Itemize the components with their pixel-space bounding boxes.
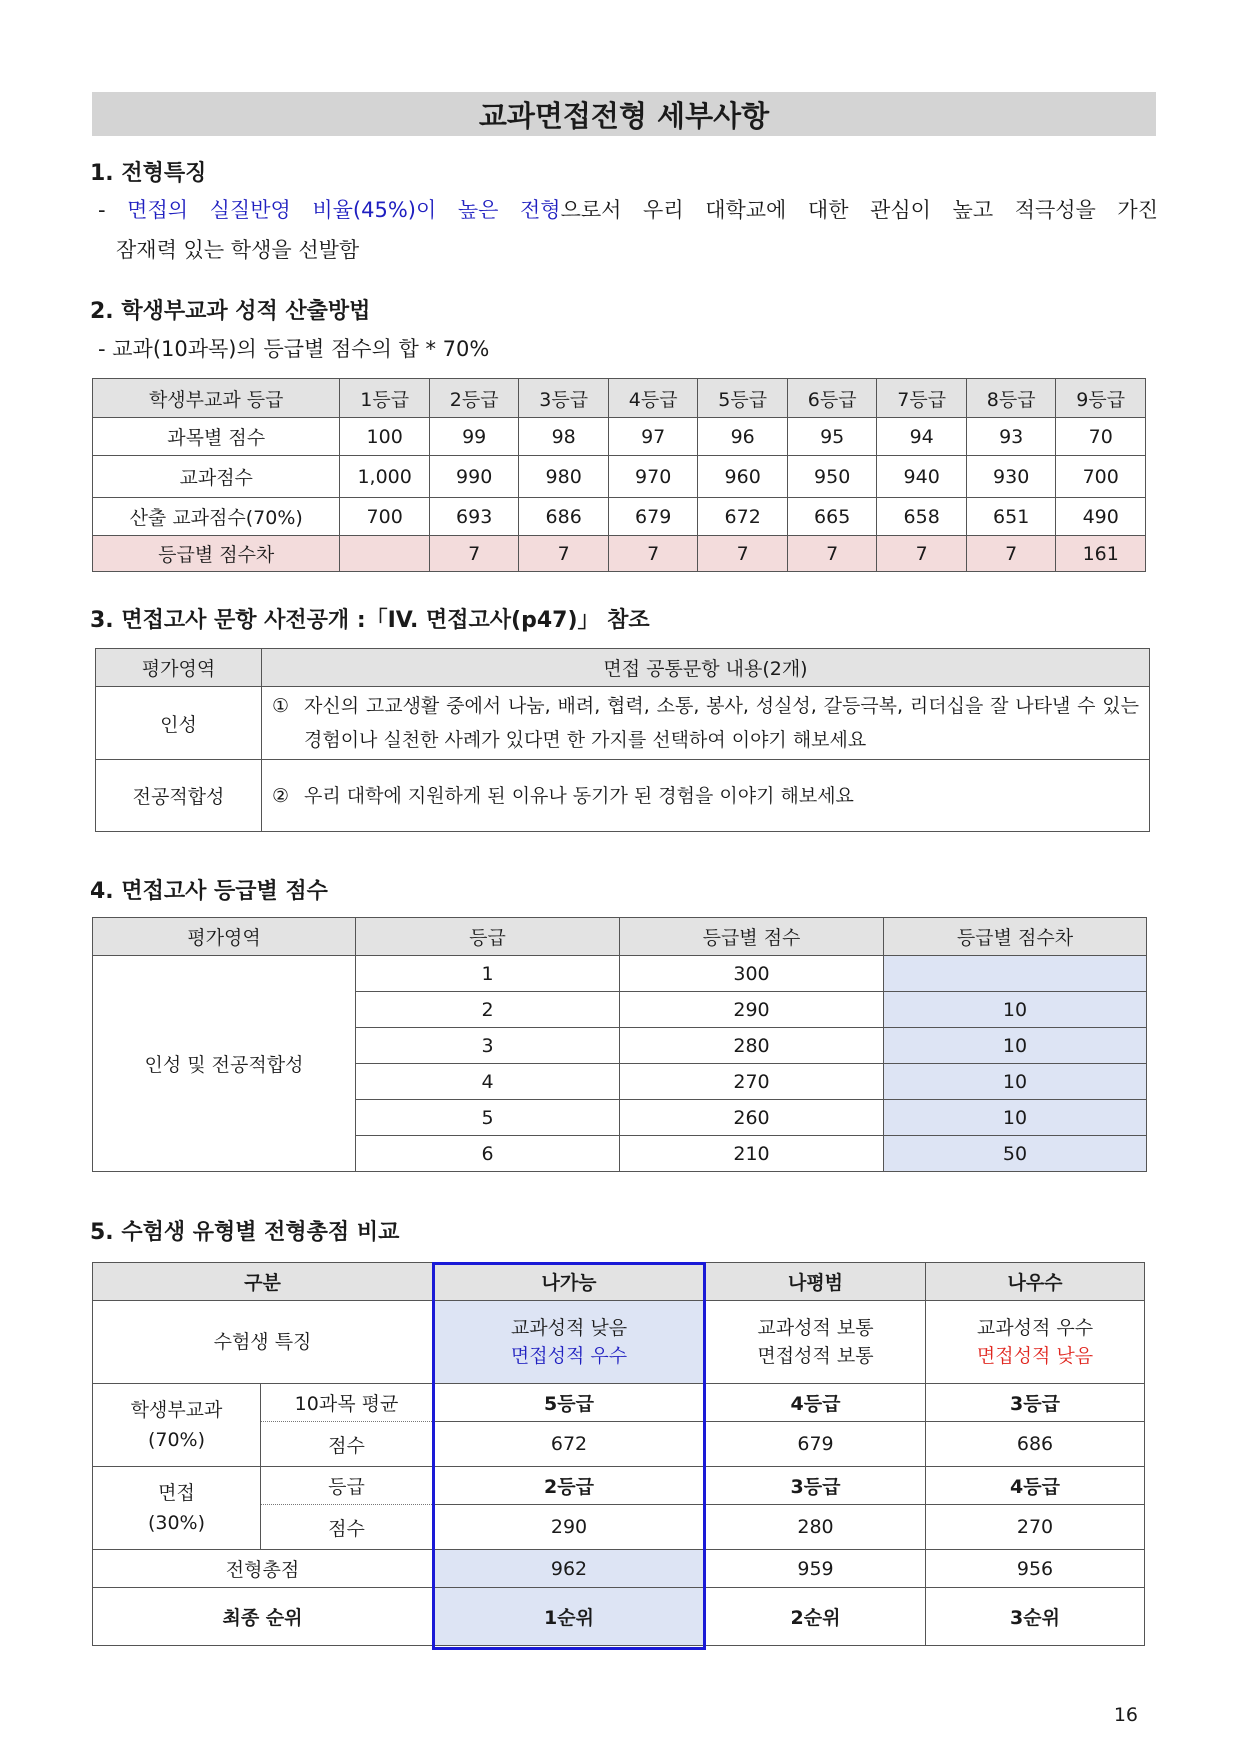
score-cell: 260 bbox=[620, 1100, 884, 1136]
col-header: 평가영역 bbox=[96, 649, 262, 687]
grade-cell: 2 bbox=[356, 992, 620, 1028]
rank-cell: 2순위 bbox=[706, 1588, 926, 1646]
interview-grade-table bbox=[92, 917, 1147, 1172]
cell: 970 bbox=[608, 456, 698, 498]
section4-heading: 4. 면접고사 등급별 점수 bbox=[90, 879, 328, 904]
total-cell: 956 bbox=[926, 1550, 1145, 1588]
table-row bbox=[93, 456, 1146, 498]
row-label: 교과점수 bbox=[93, 456, 340, 498]
label-line: 학생부교과 bbox=[130, 1399, 223, 1421]
col-header: 등급별 점수 bbox=[620, 918, 884, 956]
total-cell: 959 bbox=[706, 1550, 926, 1588]
highlight-text: 면접의 실질반영 비율(45%)이 높은 전형 bbox=[127, 198, 561, 222]
table-row bbox=[93, 1467, 1145, 1505]
avg-label: 10과목 평균 bbox=[261, 1384, 433, 1422]
area-label: 인성 bbox=[96, 687, 262, 760]
interview-label bbox=[93, 1467, 261, 1550]
cell: 686 bbox=[519, 498, 609, 536]
table-row bbox=[93, 1384, 1145, 1422]
cell: 658 bbox=[877, 498, 967, 536]
grade-header: 3등급 bbox=[519, 379, 609, 418]
table-row bbox=[93, 418, 1146, 456]
grade-header: 5등급 bbox=[698, 379, 788, 418]
score-cell: 280 bbox=[620, 1028, 884, 1064]
grade-cell: 3등급 bbox=[706, 1467, 926, 1505]
label-line: (30%) bbox=[147, 1512, 206, 1534]
score-cell: 270 bbox=[926, 1505, 1145, 1550]
diff-cell: 10 bbox=[884, 992, 1147, 1028]
student-header: 나가능 bbox=[433, 1263, 706, 1301]
grade-cell: 5 bbox=[356, 1100, 620, 1136]
grade-cell: 2등급 bbox=[433, 1467, 706, 1505]
cell: 700 bbox=[1056, 456, 1146, 498]
question-number: ① bbox=[272, 695, 290, 717]
avg-cell: 3등급 bbox=[926, 1384, 1145, 1422]
comparison-table bbox=[92, 1262, 1145, 1646]
table-row bbox=[96, 687, 1150, 760]
col-header: 평가영역 bbox=[93, 918, 356, 956]
student-header: 나우수 bbox=[926, 1263, 1145, 1301]
score-cell: 270 bbox=[620, 1064, 884, 1100]
rank-cell: 3순위 bbox=[926, 1588, 1145, 1646]
total-cell: 962 bbox=[433, 1550, 706, 1588]
cell: 94 bbox=[877, 418, 967, 456]
section2-note: - 교과(10과목)의 등급별 점수의 합 * 70% bbox=[98, 337, 490, 361]
cell: 93 bbox=[966, 418, 1056, 456]
cell: 950 bbox=[787, 456, 877, 498]
score-cell: 686 bbox=[926, 1422, 1145, 1467]
school-label bbox=[93, 1384, 261, 1467]
score-cell: 210 bbox=[620, 1136, 884, 1172]
feature-line: 면접성적 낮음 bbox=[976, 1345, 1094, 1367]
question-item bbox=[262, 689, 1149, 757]
cell: 700 bbox=[340, 498, 430, 536]
table-row bbox=[93, 536, 1146, 572]
question-number: ② bbox=[272, 784, 290, 807]
cell: 96 bbox=[698, 418, 788, 456]
col-header: 등급별 점수차 bbox=[884, 918, 1147, 956]
grade-score-table bbox=[92, 378, 1146, 572]
cell: 940 bbox=[877, 456, 967, 498]
grade-header: 7등급 bbox=[877, 379, 967, 418]
cell: 7 bbox=[966, 536, 1056, 572]
grade-label: 등급 bbox=[261, 1467, 433, 1505]
table-row bbox=[93, 1301, 1145, 1384]
grade-header: 9등급 bbox=[1056, 379, 1146, 418]
feature-cell bbox=[433, 1301, 706, 1384]
cell: 98 bbox=[519, 418, 609, 456]
grade-header: 8등급 bbox=[966, 379, 1056, 418]
question-item bbox=[262, 779, 1149, 813]
cell: 95 bbox=[787, 418, 877, 456]
page-title: 교과면접전형 세부사항 bbox=[92, 92, 1156, 136]
page-number: 16 bbox=[1113, 1704, 1138, 1726]
table-row bbox=[93, 956, 1147, 992]
cell: 7 bbox=[877, 536, 967, 572]
feature-label: 수험생 특징 bbox=[93, 1301, 433, 1384]
section1-heading: 1. 전형특징 bbox=[90, 161, 207, 186]
feature-cell bbox=[926, 1301, 1145, 1384]
cell: 990 bbox=[429, 456, 519, 498]
row-label: 산출 교과점수(70%) bbox=[93, 498, 340, 536]
area-label: 전공적합성 bbox=[96, 760, 262, 832]
score-cell: 300 bbox=[620, 956, 884, 992]
col-header: 면접 공통문항 내용(2개) bbox=[262, 649, 1150, 687]
cell: 930 bbox=[966, 456, 1056, 498]
row-label: 과목별 점수 bbox=[93, 418, 340, 456]
table-row bbox=[93, 1588, 1145, 1646]
cell: 7 bbox=[608, 536, 698, 572]
question-text: 자신의 고교생활 중에서 나눔, 배려, 협력, 소통, 봉사, 성실성, 갈등극복, 리더십을 잘 나타낼 수 있는 경험이나 실천한 사례가 있다면 한 가지를 선택하여 이야기 해보세요 bbox=[304, 695, 1139, 751]
score-cell: 290 bbox=[433, 1505, 706, 1550]
score-cell: 679 bbox=[706, 1422, 926, 1467]
cell: 693 bbox=[429, 498, 519, 536]
section1-text bbox=[98, 190, 1158, 270]
cell: 651 bbox=[966, 498, 1056, 536]
section3-heading: 3. 면접고사 문항 사전공개 :「IV. 면접고사(p47)」 참조 bbox=[90, 608, 650, 633]
cell: 980 bbox=[519, 456, 609, 498]
student-header: 나평범 bbox=[706, 1263, 926, 1301]
grade-cell: 6 bbox=[356, 1136, 620, 1172]
cell: 70 bbox=[1056, 418, 1146, 456]
dash: - bbox=[98, 198, 106, 222]
cell: 679 bbox=[608, 498, 698, 536]
question-text: 우리 대학에 지원하게 된 이유나 동기가 된 경험을 이야기 해보세요 bbox=[304, 784, 854, 807]
grade-cell: 1 bbox=[356, 956, 620, 992]
diff-cell: 10 bbox=[884, 1028, 1147, 1064]
feature-line: 교과성적 낮음 bbox=[510, 1317, 628, 1339]
cell: 490 bbox=[1056, 498, 1146, 536]
feature-line: 면접성적 우수 bbox=[510, 1345, 628, 1367]
score-label: 점수 bbox=[261, 1505, 433, 1550]
grade-header: 4등급 bbox=[608, 379, 698, 418]
cell: 100 bbox=[340, 418, 430, 456]
cell: 672 bbox=[698, 498, 788, 536]
feature-text: 으로서 우리 대학교에 대한 관심이 높고 적극성을 가진 bbox=[560, 198, 1158, 222]
cell: 665 bbox=[787, 498, 877, 536]
cell: 97 bbox=[608, 418, 698, 456]
interview-question-table bbox=[95, 648, 1150, 832]
total-label: 전형총점 bbox=[93, 1550, 433, 1588]
table-row bbox=[96, 760, 1150, 832]
diff-cell: 50 bbox=[884, 1136, 1147, 1172]
avg-cell: 5등급 bbox=[433, 1384, 706, 1422]
score-cell: 290 bbox=[620, 992, 884, 1028]
grade-cell: 3 bbox=[356, 1028, 620, 1064]
grade-cell: 4 bbox=[356, 1064, 620, 1100]
feature-line: 교과성적 보통 bbox=[757, 1317, 874, 1339]
table-row bbox=[93, 498, 1146, 536]
grade-header: 6등급 bbox=[787, 379, 877, 418]
feature-text-line2: 잠재력 있는 학생을 선발함 bbox=[116, 238, 360, 262]
area-label: 인성 및 전공적합성 bbox=[93, 956, 356, 1172]
feature-line: 교과성적 우수 bbox=[976, 1317, 1094, 1339]
score-cell: 672 bbox=[433, 1422, 706, 1467]
section5-heading: 5. 수험생 유형별 전형총점 비교 bbox=[90, 1220, 400, 1245]
header-label: 학생부교과 등급 bbox=[93, 379, 340, 418]
grade-cell: 4등급 bbox=[926, 1467, 1145, 1505]
cell: 960 bbox=[698, 456, 788, 498]
cell: 99 bbox=[429, 418, 519, 456]
feature-line: 면접성적 보통 bbox=[757, 1345, 874, 1367]
score-label: 점수 bbox=[261, 1422, 433, 1467]
section2-heading: 2. 학생부교과 성적 산출방법 bbox=[90, 299, 371, 324]
avg-cell: 4등급 bbox=[706, 1384, 926, 1422]
col-header: 구분 bbox=[93, 1263, 433, 1301]
col-header: 등급 bbox=[356, 918, 620, 956]
cell: 7 bbox=[698, 536, 788, 572]
cell: 7 bbox=[429, 536, 519, 572]
score-cell: 280 bbox=[706, 1505, 926, 1550]
cell: 1,000 bbox=[340, 456, 430, 498]
rank-label: 최종 순위 bbox=[93, 1588, 433, 1646]
grade-header: 2등급 bbox=[429, 379, 519, 418]
diff-cell: 10 bbox=[884, 1100, 1147, 1136]
cell bbox=[340, 536, 430, 572]
diff-cell: 10 bbox=[884, 1064, 1147, 1100]
label-line: (70%) bbox=[147, 1429, 206, 1451]
row-label: 등급별 점수차 bbox=[93, 536, 340, 572]
cell: 7 bbox=[519, 536, 609, 572]
cell: 161 bbox=[1056, 536, 1146, 572]
cell: 7 bbox=[787, 536, 877, 572]
feature-cell bbox=[706, 1301, 926, 1384]
rank-cell: 1순위 bbox=[433, 1588, 706, 1646]
diff-cell bbox=[884, 956, 1147, 992]
table-row bbox=[93, 1550, 1145, 1588]
grade-header: 1등급 bbox=[340, 379, 430, 418]
label-line: 면접 bbox=[158, 1482, 195, 1504]
